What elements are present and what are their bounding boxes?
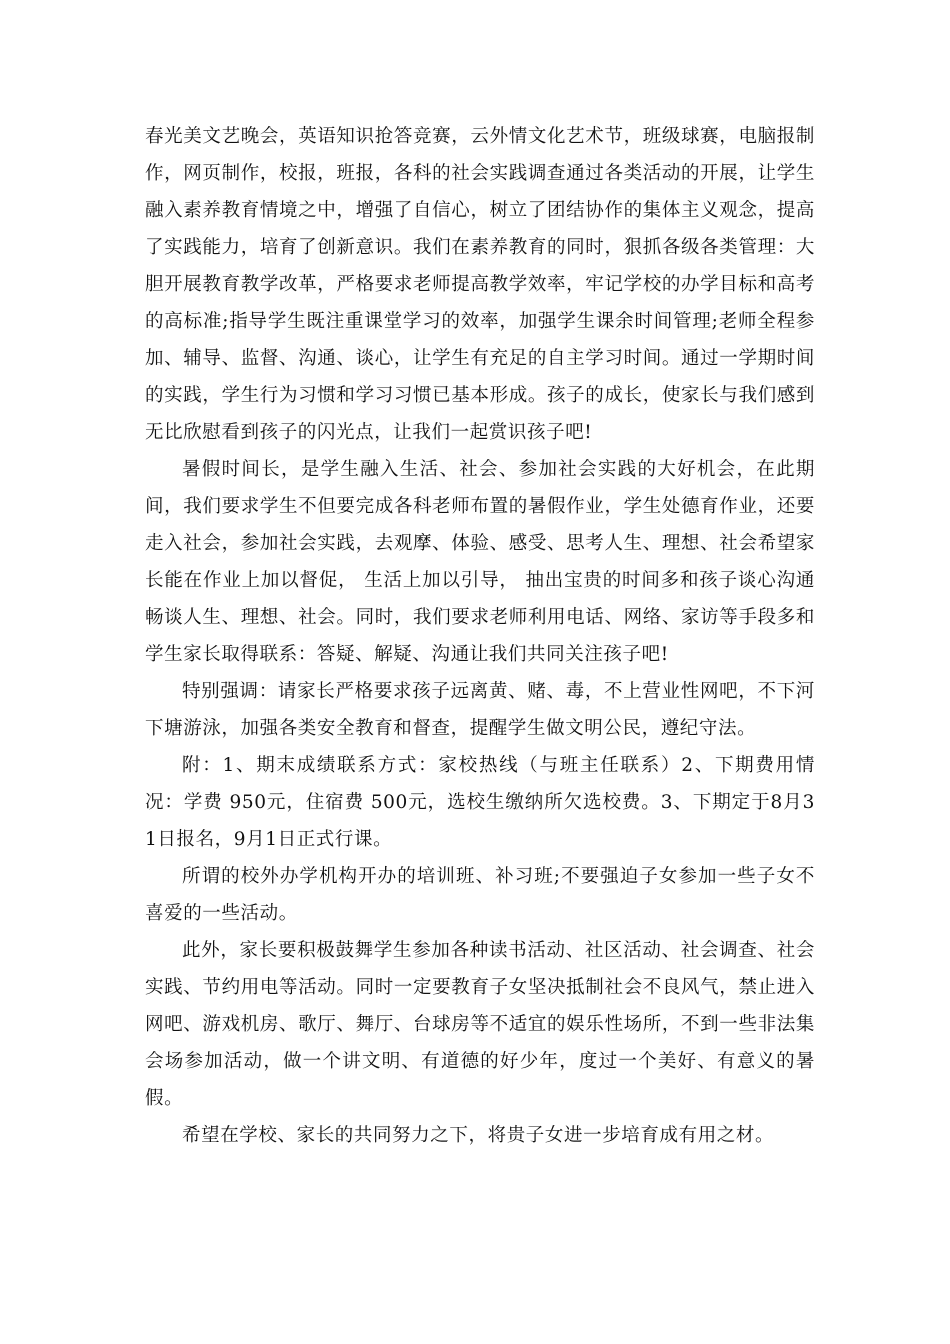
paragraph-summer-vacation: 暑假时间长，是学生融入生活、社会、参加社会实践的大好机会，在此期间，我们要求学生不但要完成各科老师布置的暑假作业，学生处德育作业，还要走入社会，参加社会实践，去观摩、体验、感受、思考人生、理想、社会希望家长能在作业上加以督促， 生活上加以引导， 抽出宝贵的时间多和孩子谈心沟通畅谈人生、理想、社会。同时，我们要求老师利用电话、网络、家访等手段多和学生家长取得联系：答疑、解疑、沟通让我们共同关注孩子吧! <box>145 459 815 665</box>
paragraph-special-emphasis: 特别强调：请家长严格要求孩子远离黄、赌、毒，不上营业性网吧，不下河下塘游泳，加强各类安全教育和督查，提醒学生做文明公民，遵纪守法。 <box>145 681 815 739</box>
paragraph-activities: 春光美文艺晚会，英语知识抢答竞赛，云外情文化艺术节，班级球赛，电脑报制作，网页制作，校报，班报，各科的社会实践调查通过各类活动的开展，让学生融入素养教育情境之中，增强了自信心，树立了团结协作的集体主义观念，提高了实践能力，培育了创新意识。我们在素养教育的同时，狠抓各级各类管理：大胆开展教育教学改革，严格要求老师提高教学效率，牢记学校的办学目标和高考的高标准;指导学生既注重课堂学习的效率，加强学生课余时间管理;老师全程参加、辅导、监督、沟通、谈心，让学生有充足的自主学习时间。通过一学期时间的实践，学生行为习惯和学习习惯已基本形成。孩子的成长，使家长与我们感到无比欣慰看到孩子的闪光点，让我们一起赏识孩子吧! <box>145 126 815 443</box>
paragraph-appendix: 附：1、期末成绩联系方式：家校热线（与班主任联系）2、下期费用情况：学费 950元，住宿费 500元，选校生缴纳所欠选校费。3、下期定于8月31日报名，9月1日正式行课。 <box>145 755 815 850</box>
paragraph-activities-encouragement: 此外，家长要积极鼓舞学生参加各种读书活动、社区活动、社会调查、社会实践、节约用电等活动。同时一定要教育子女坚决抵制社会不良风气，禁止进入网吧、游戏机房、歌厅、舞厅、台球房等不适宜的娱乐性场所，不到一些非法集会场参加活动，做一个讲文明、有道德的好少年，度过一个美好、有意义的暑假。 <box>145 940 815 1109</box>
paragraph-training-classes: 所谓的校外办学机构开办的培训班、补习班;不要强迫子女参加一些子女不喜爱的一些活动。 <box>145 866 815 924</box>
document-body <box>145 118 815 1154</box>
paragraph-closing-wish: 希望在学校、家长的共同努力之下，将贵子女进一步培育成有用之材。 <box>182 1125 775 1146</box>
